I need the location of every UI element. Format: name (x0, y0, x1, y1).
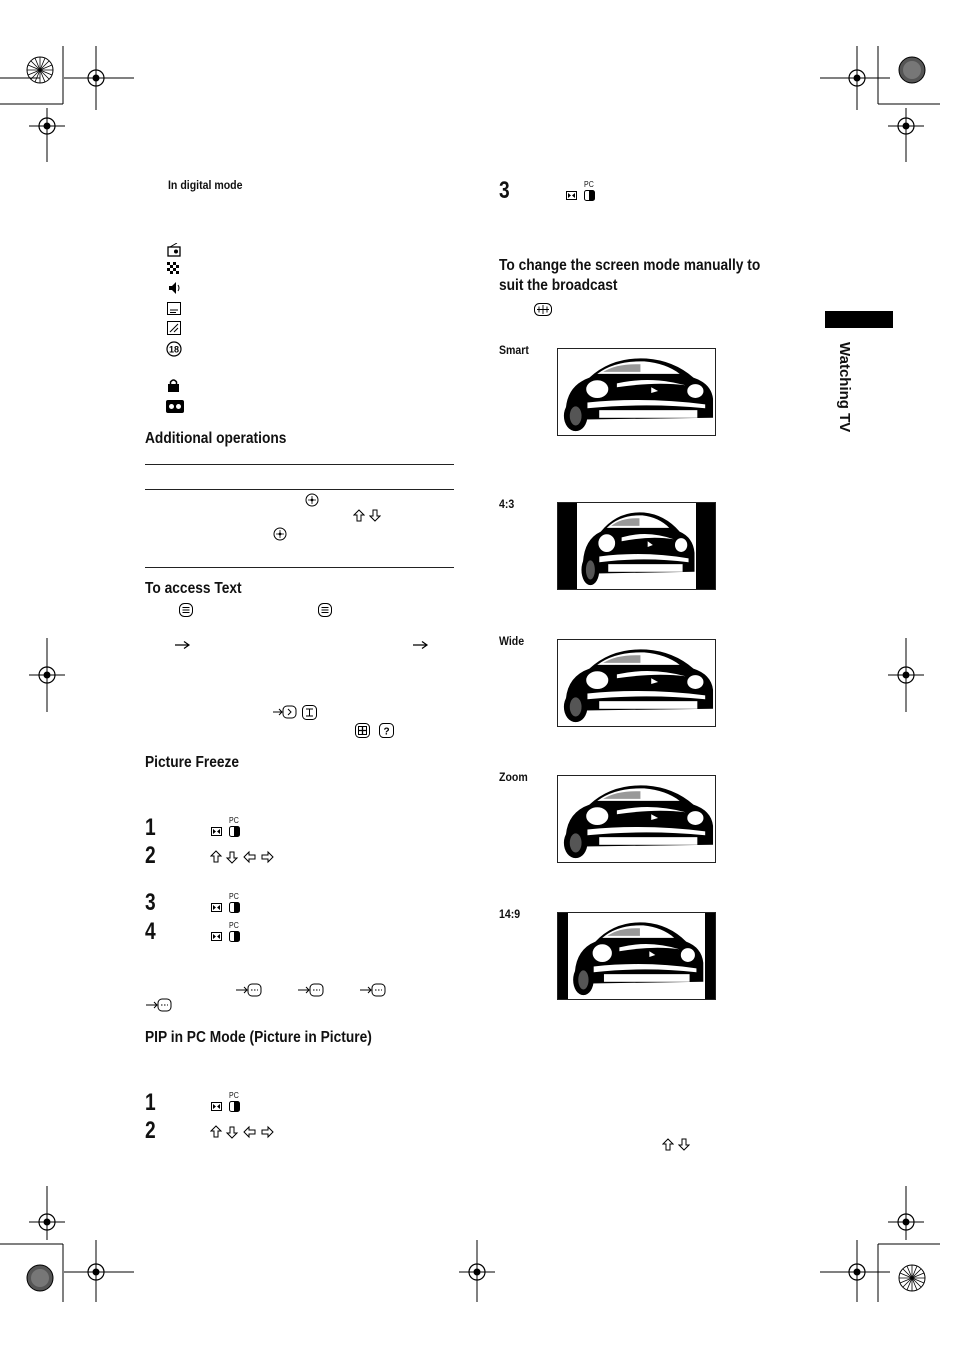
digital-mode-label: In digital mode (168, 178, 243, 192)
side-tab-label: Watching TV (836, 342, 853, 433)
svg-text:?: ? (383, 726, 390, 738)
table-rule-top (145, 464, 454, 465)
freeze-step-1: 1 (145, 814, 156, 841)
picture-freeze-heading: Picture Freeze (145, 754, 240, 771)
speaker-icon (167, 281, 181, 295)
arrow-keys-icon (210, 850, 276, 864)
pc-label: PC (584, 180, 594, 189)
mode-label-4-3: 4:3 (499, 497, 515, 511)
input-source-icon (236, 983, 262, 997)
car-image-14-9 (557, 912, 716, 1000)
table-rule-header (145, 489, 454, 490)
access-text-heading: To access Text (145, 580, 242, 597)
lock-icon (167, 378, 181, 392)
car-image-zoom (557, 775, 716, 863)
pc-label: PC (229, 1091, 239, 1100)
input-source-icon (146, 998, 172, 1012)
right-step-3: 3 (499, 177, 510, 204)
screen-mode-heading-line1: To change the screen mode manually to (499, 257, 761, 274)
text-button-icon (179, 603, 193, 617)
input-source-icon (298, 983, 324, 997)
subtitle-icon (167, 302, 181, 316)
car-image-smart (557, 348, 716, 436)
pc-label: PC (229, 816, 239, 825)
pc-label: PC (229, 892, 239, 901)
mode-label-14-9: 14:9 (499, 907, 521, 921)
age-rating-icon (166, 341, 182, 357)
pip-step-2: 2 (145, 1117, 156, 1144)
ok-button-icon (305, 493, 319, 507)
freeze-step-4: 4 (145, 918, 156, 945)
right-arrow-icon (413, 640, 429, 650)
svg-text:18: 18 (168, 344, 180, 355)
text-index-icon (355, 723, 370, 738)
text-service-icon (167, 321, 181, 335)
text-button-icon (318, 603, 332, 617)
car-image-4-3 (557, 502, 716, 590)
right-arrow-icon (175, 640, 191, 650)
mode-label-wide: Wide (499, 634, 525, 648)
down-arrow-icon (678, 1138, 690, 1151)
freeze-step-2: 2 (145, 842, 156, 869)
wide-mode-icon (534, 303, 552, 316)
freeze-step-3: 3 (145, 889, 156, 916)
mode-label-smart: Smart (499, 343, 529, 357)
scrambled-icon (167, 262, 181, 276)
text-hold-icon (273, 705, 297, 719)
pip-step-1: 1 (145, 1089, 156, 1116)
pip-heading: PIP in PC Mode (Picture in Picture) (145, 1029, 372, 1046)
table-rule-bottom (145, 567, 454, 568)
additional-operations-heading: Additional operations (145, 430, 287, 447)
ok-button-icon (273, 527, 287, 541)
screen-mode-heading-line2: suit the broadcast (499, 277, 618, 294)
side-tab-marker (825, 311, 893, 328)
arrow-keys-icon (210, 1125, 276, 1139)
up-arrow-icon (353, 509, 365, 522)
mode-label-zoom: Zoom (499, 770, 528, 784)
up-arrow-icon (662, 1138, 674, 1151)
car-image-wide (557, 639, 716, 727)
pc-label: PC (229, 921, 239, 930)
radio-icon (167, 243, 181, 257)
down-arrow-icon (369, 509, 381, 522)
recording-icon (166, 400, 184, 413)
text-reveal-icon (302, 705, 317, 720)
help-icon (379, 723, 394, 738)
input-source-icon (360, 983, 386, 997)
